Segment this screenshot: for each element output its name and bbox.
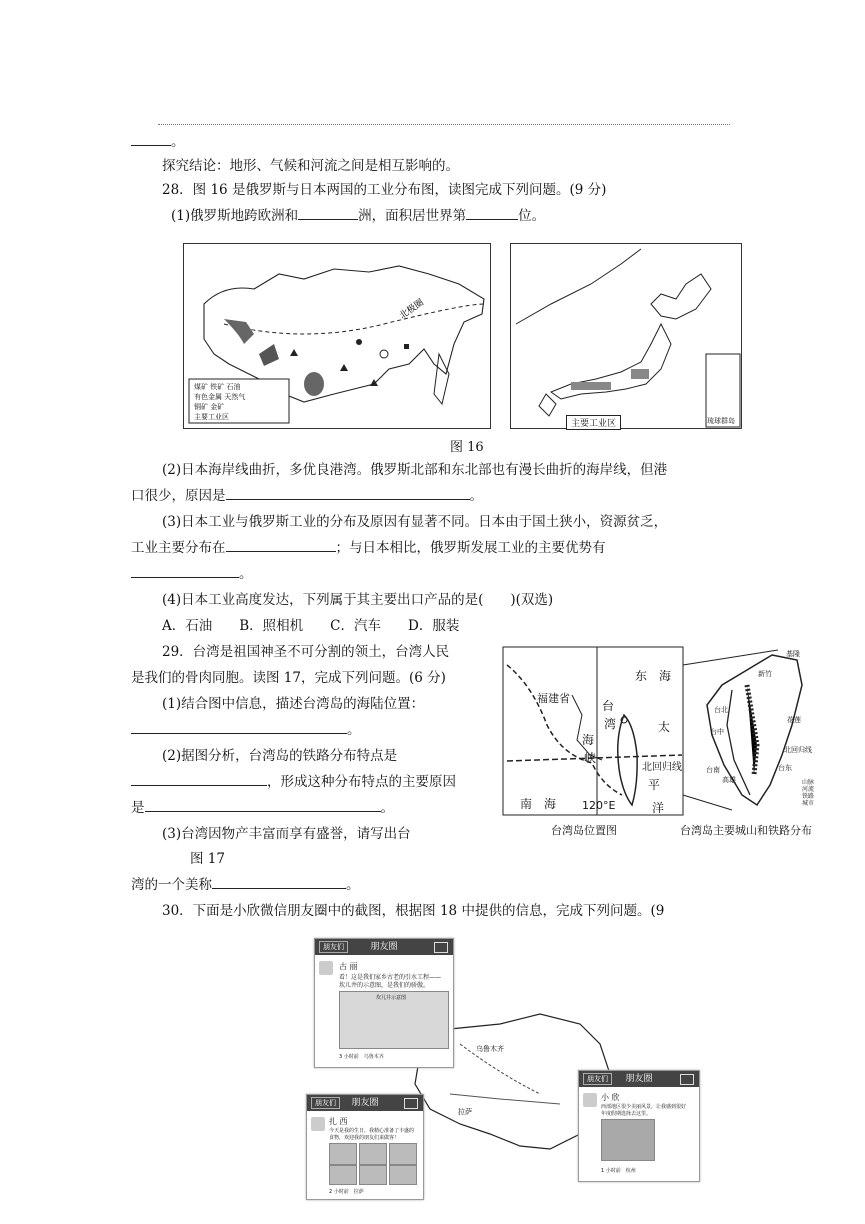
- map-label: 平: [648, 778, 661, 792]
- figure-17-caption: 图 17: [190, 851, 225, 867]
- map-label: 湾: [604, 717, 617, 731]
- back-button[interactable]: 朋友们: [583, 1073, 612, 1085]
- question-29-2-cont: [131, 773, 456, 791]
- city-label: 北回归线: [784, 746, 812, 754]
- poster-name: 古 丽: [339, 962, 358, 971]
- post-text: 食物，欢迎我的朋友们来做客！: [329, 1135, 400, 1141]
- map-city-label: 拉萨: [458, 1108, 472, 1116]
- map-label: 峡: [584, 751, 597, 765]
- question-28-1: [171, 207, 545, 225]
- city-label: 高雄: [722, 776, 736, 784]
- ryukyu-inset-label: 琉球群岛: [707, 417, 735, 425]
- text: 。: [239, 566, 253, 582]
- avatar: [583, 1093, 597, 1107]
- titlebar-label: 朋友圈: [370, 942, 398, 952]
- russia-legend: [194, 382, 288, 422]
- legend-item: 山脉: [802, 779, 815, 786]
- camera-icon[interactable]: [404, 1098, 418, 1109]
- text: ，形成这种分布特点的主要原因: [267, 774, 456, 790]
- answer-line-top: [158, 110, 730, 125]
- text: 湾的一个美称: [131, 877, 212, 893]
- food-photo: [329, 1143, 357, 1165]
- text: 。: [347, 722, 361, 738]
- karez-diagram-image: [339, 991, 449, 1049]
- map-label: 太: [658, 720, 671, 734]
- city-label: 新竹: [758, 670, 772, 678]
- taiwan-caption-right: 台湾岛主要城山和铁路分布: [680, 824, 812, 837]
- text: 。: [171, 134, 185, 150]
- text-line: 探究结论：地形、气候和河流之间是相互影响的。: [162, 158, 459, 174]
- blank[interactable]: [298, 207, 358, 220]
- text: 位。: [518, 208, 546, 224]
- camera-icon[interactable]: [680, 1074, 694, 1085]
- question-28-3-end: [131, 565, 253, 583]
- food-photo: [389, 1165, 417, 1185]
- wechat-titlebar: [307, 1095, 423, 1111]
- question-28-3-cont: [131, 539, 606, 557]
- text: 是: [131, 800, 145, 816]
- text: 工业主要分布在: [131, 540, 226, 556]
- legend-item: 铁矿: [210, 383, 225, 391]
- avatar: [311, 1117, 325, 1131]
- taiwan-legend: [802, 779, 814, 807]
- japan-industry-map: [510, 243, 742, 429]
- question-28: 28．图 16 是俄罗斯与日本两国的工业分布图，读图完成下列问题。(9 分): [162, 182, 607, 198]
- question-29-cont: 是我们的骨肉同胞。读图 17，完成下列问题。(6 分): [131, 670, 446, 686]
- city-label: 花莲: [787, 716, 801, 724]
- city-label: 台北: [714, 706, 728, 714]
- blank[interactable]: [466, 207, 518, 220]
- image-caption: 坎儿井示意图: [376, 995, 407, 1001]
- map-city-label: 乌鲁木齐: [476, 1045, 504, 1053]
- text: 口很少，原因是: [131, 488, 226, 504]
- map-label: 海: [582, 733, 595, 747]
- taiwan-location-map: [502, 645, 830, 817]
- question-28-options: A．石油 B．照相机 C．汽车 D．服装: [162, 618, 460, 634]
- question-29-2-end: [131, 799, 394, 817]
- city-label: 台南: [706, 766, 720, 774]
- blank[interactable]: [131, 721, 347, 734]
- map-label: 北回归线: [642, 762, 682, 773]
- text: (1)俄罗斯地跨欧洲和: [171, 208, 299, 224]
- food-photo: [359, 1165, 387, 1185]
- legend-item: 天然气: [224, 393, 246, 401]
- wechat-titlebar: [315, 939, 453, 955]
- city-label: 台东: [778, 764, 792, 772]
- legend-item: 煤矿: [194, 383, 208, 391]
- legend-item: 铜矿: [194, 403, 208, 411]
- map-label: 120°E: [582, 799, 616, 812]
- blank[interactable]: [131, 773, 267, 786]
- blank[interactable]: [212, 876, 346, 889]
- legend-item: 金矿: [210, 403, 225, 411]
- wechat-collage: [300, 934, 705, 1202]
- legend-label: 主要工业区: [571, 419, 617, 429]
- post-text: 今天是我的生日，我精心准备了丰盛的: [329, 1128, 415, 1134]
- legend-item: 河流: [802, 786, 815, 793]
- back-button[interactable]: 朋友们: [311, 1097, 340, 1109]
- food-photo: [329, 1165, 357, 1185]
- wechat-post-zhaxi: [306, 1094, 424, 1200]
- avatar: [319, 961, 333, 975]
- blank[interactable]: [131, 565, 239, 578]
- food-photo: [359, 1143, 387, 1165]
- text: 。: [346, 877, 360, 893]
- city-label: 台中: [710, 728, 724, 736]
- question-28-2: (2)日本海岸线曲折，多优良港湾。俄罗斯北部和东北部也有漫长曲折的海岸线，但港: [162, 462, 668, 478]
- blank[interactable]: [226, 539, 336, 552]
- wechat-post-guli: [314, 938, 454, 1068]
- wechat-post-xiaoxin: [578, 1070, 700, 1182]
- wechat-titlebar: [579, 1071, 699, 1087]
- food-photo: [389, 1143, 417, 1165]
- russia-industry-map: [183, 243, 491, 429]
- post-text: 西部地区很少美丽风景，让我感到很好: [601, 1104, 687, 1110]
- blank[interactable]: [145, 799, 381, 812]
- post-text: 看！这是我们家乡古老的引水工程——: [339, 974, 442, 981]
- map-label: 洋: [652, 801, 665, 815]
- blank[interactable]: [131, 133, 171, 146]
- post-time: 1 小时前 杭州: [601, 1168, 636, 1174]
- map-label: 东 海: [635, 669, 672, 683]
- text: 洲，面积居世界第: [358, 208, 467, 224]
- back-button[interactable]: 朋友们: [319, 941, 348, 953]
- camera-icon[interactable]: [434, 942, 448, 953]
- post-text: 坎儿井的示意图，是我们的骄傲。: [339, 982, 430, 989]
- post-time: 3 小时前 乌鲁木齐: [339, 1054, 384, 1060]
- post-time: 2 小时前 拉萨: [329, 1189, 364, 1195]
- city-label: 基隆: [786, 650, 800, 658]
- question-28-2-cont: [131, 487, 483, 505]
- question-29-2: (2)据图分析，台湾岛的铁路分布特点是: [162, 748, 398, 764]
- legend-item: 石油: [226, 383, 241, 391]
- question-28-4: (4)日本工业高度发达，下列属于其主要出口产品的是( )(双选): [162, 592, 554, 608]
- taiwan-caption-left: 台湾岛位置图: [551, 824, 617, 837]
- text-line: [131, 133, 185, 151]
- question-28-3: (3)日本工业与俄罗斯工业的分布及原因有显著不同。日本由于国土狭小，资源贫乏，: [162, 514, 668, 530]
- question-29-3: (3)台湾因物产丰富而享有盛誉，请写出台: [162, 826, 411, 842]
- arctic-circle-label: 北极圈: [397, 297, 426, 322]
- japan-legend: [566, 415, 621, 430]
- legend-item: 城市: [802, 800, 815, 807]
- figure-16-caption: 图 16: [450, 440, 484, 455]
- legend-item: 主要工业区: [194, 413, 229, 421]
- question-29-1: (1)结合图中信息，描述台湾岛的海陆位置：: [162, 696, 425, 712]
- text: 。: [380, 800, 394, 816]
- blank[interactable]: [226, 487, 470, 500]
- legend-item: 有色金属: [194, 393, 222, 401]
- question-29-3-cont: [131, 876, 360, 894]
- text: 。: [469, 488, 483, 504]
- post-text: 年度假期选择去这里。: [601, 1111, 652, 1117]
- text: ；与日本相比，俄罗斯发展工业的主要优势有: [335, 540, 606, 556]
- map-label: 台: [602, 699, 615, 713]
- poster-name: 小 欣: [601, 1093, 620, 1102]
- titlebar-label: 朋友圈: [625, 1074, 653, 1084]
- legend-item: 铁路: [802, 793, 815, 800]
- question-29: 29．台湾是祖国神圣不可分割的领土，台湾人民: [162, 644, 450, 660]
- titlebar-label: 朋友圈: [351, 1098, 379, 1108]
- map-label: 福建省: [537, 692, 570, 705]
- poster-name: 扎 西: [329, 1117, 348, 1126]
- question-29-1-answer: [131, 721, 361, 739]
- question-30: 30．下面是小欣微信朋友圈中的截图，根据图 18 中提供的信息，完成下列问题。(9: [162, 903, 665, 919]
- map-label: 南 海: [520, 797, 557, 811]
- village-photo: [601, 1119, 655, 1161]
